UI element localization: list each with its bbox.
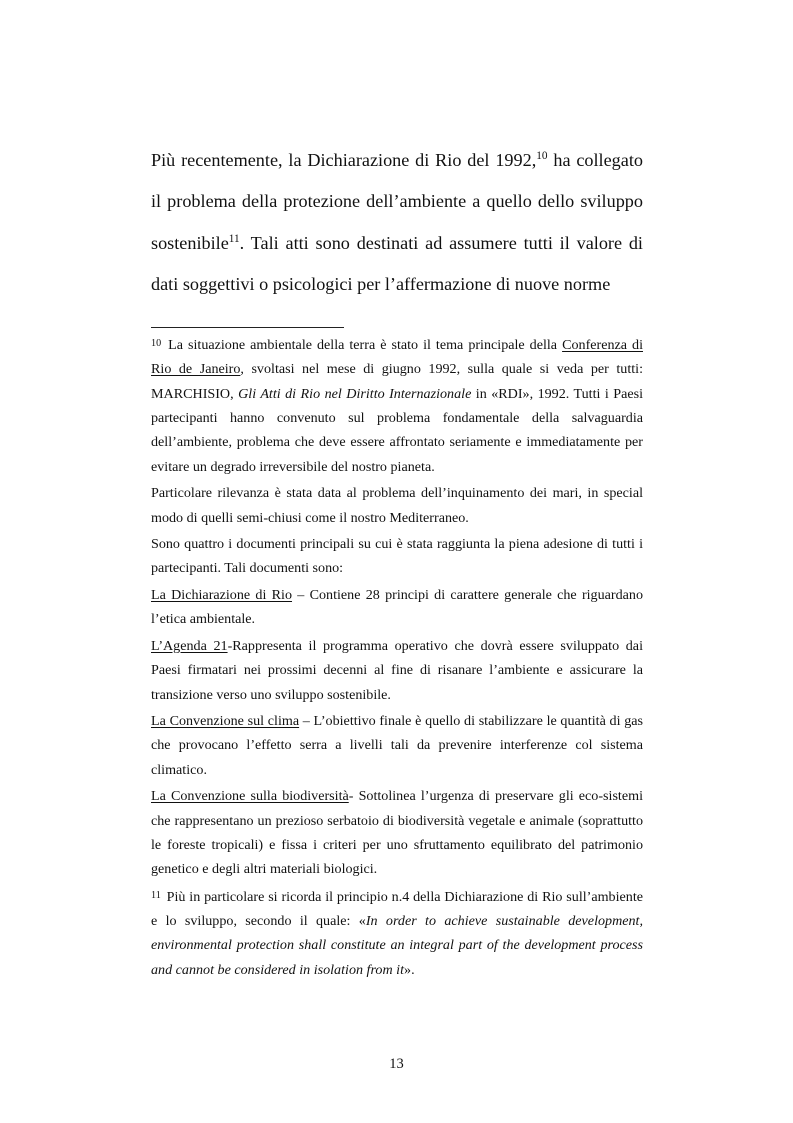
footnote-ref-11[interactable]: 11 xyxy=(228,232,240,245)
document-title[interactable]: La Convenzione sul clima xyxy=(151,712,300,729)
document-description: – Contiene 28 principi di carattere generale che riguardano l’etica ambientale. xyxy=(151,586,643,628)
document-title[interactable]: La Convenzione sulla biodiversità xyxy=(151,788,349,805)
footnote-text: in «RDI», 1992. Tutti i Paesi partecipanti hanno convenuto sul problema fondamentale della salvaguardia dell’ambiente, problema che deve essere affrontato seriamente e immediatamente per evitare un degrado irreversibile del nostro pianeta. xyxy=(151,385,643,475)
footnote-text: La situazione ambientale della terra è stato il tema principale della xyxy=(163,336,563,353)
footnote-paragraph: Sono quattro i documenti principali su cui è stata raggiunta la piena adesione di tutti i partecipanti. Tali documenti sono: xyxy=(151,536,643,577)
document-description: - Sottolinea l’urgenza di preservare gli eco-sistemi che rappresentano un prezioso serbatoio di biodiversità vegetale e animale (soprattutto le foreste tropicali) e fissa i criteri per uno sfruttamento equilibrato del patrimonio genetico e degli altri materiali biologici. xyxy=(151,788,643,878)
main-text-segment: Più recentemente, la Dichiarazione di Rio del 1992, xyxy=(151,150,537,170)
footnote-paragraph: Particolare rilevanza è stata data al problema dell’inquinamento dei mari, in special modo di quelli semi-chiusi come il nostro Mediterraneo. xyxy=(151,485,643,526)
footnote-text: , svoltasi nel mese di giugno 1992, sulla quale si veda per tutti: MARCHISIO, xyxy=(151,361,643,402)
main-text-segment: . Tali atti sono destinati ad assumere tutti il valore di dati soggettivi o psicologici per l’affermazione di nuove norme xyxy=(151,232,643,294)
main-text-segment: ha collegato il problema della protezione dell’ambiente a quello dello sviluppo sostenibile xyxy=(151,150,643,253)
footnote-mark: 11 xyxy=(151,889,161,901)
footnotes-section xyxy=(151,332,643,984)
document-item xyxy=(151,583,643,632)
document-title[interactable]: L’Agenda 21 xyxy=(151,637,228,654)
document-description: -Rappresenta il programma operativo che dovrà essere sviluppato dai Paesi firmatari nei prossimi decenni al fine di risanare l’ambiente e assicurare la transizione verso uno sviluppo sostenibile. xyxy=(151,637,643,703)
footnote-10 xyxy=(151,332,643,479)
quoted-principle: In order to achieve sustainable development, environmental protection shall constitute an integral part of the development process and cannot be considered in isolation from it xyxy=(151,913,643,978)
page-number: 13 xyxy=(389,1056,404,1072)
conferenza-link[interactable]: Conferenza di Rio de Janeiro xyxy=(151,336,643,378)
footnote-text: ». xyxy=(404,961,415,978)
cited-work-title: Gli Atti di Rio nel Diritto Internazionale xyxy=(238,385,472,402)
document-item xyxy=(151,709,643,782)
document-item xyxy=(151,634,643,707)
footnote-text: Più in particolare si ricorda il principio n.4 della Dichiarazione di Rio sull’ambiente e lo sviluppo, secondo il quale: « xyxy=(151,888,643,929)
footnote-ref-10[interactable]: 10 xyxy=(536,149,548,162)
document-description: – L’obiettivo finale è quello di stabilizzare le quantità di gas che provocano l’effetto serra a livelli tali da prevenire interferenze col sistema climatico. xyxy=(151,712,643,778)
document-item xyxy=(151,784,643,882)
main-paragraph xyxy=(151,140,643,305)
footnote-11 xyxy=(151,884,643,982)
footnote-mark: 10 xyxy=(151,338,162,349)
document-title[interactable]: La Dichiarazione di Rio xyxy=(151,586,293,603)
footnote-separator xyxy=(151,327,344,328)
